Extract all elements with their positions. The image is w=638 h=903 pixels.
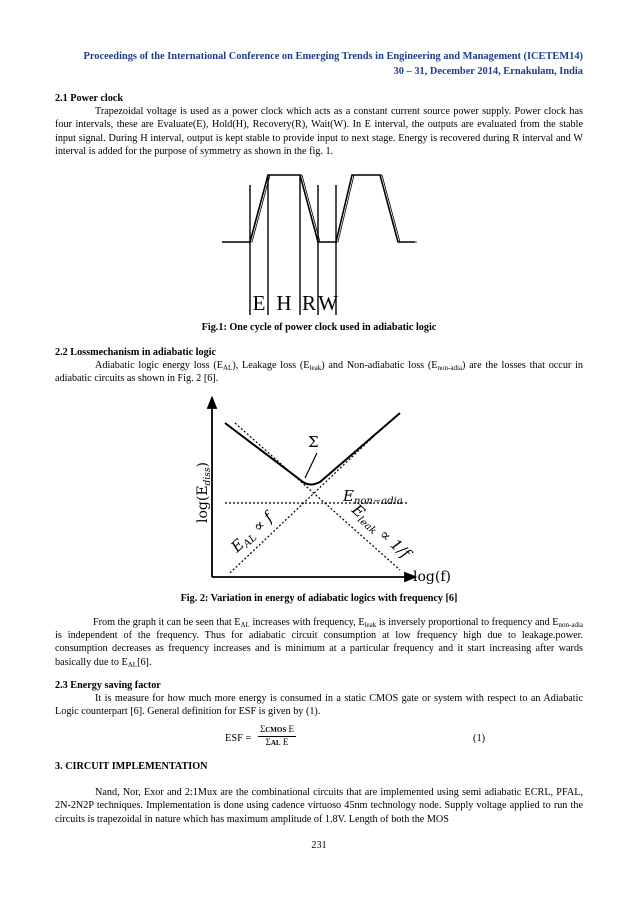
section-2-1 [55,92,583,158]
y-axis-label: $\log(E_{diss})$ [195,462,213,523]
nonadia-label: $E_{non-adia}$ [343,487,403,507]
page-number: 231 [311,840,327,851]
esf-equation-lhs: ESF = [225,733,252,744]
figure-2-caption: Fig. 2: Variation in energy of adiabatic logics with frequency [6] [180,593,458,604]
section-paragraph: Adiabatic logic energy loss $(E_{AL})$, Leakage loss $(E_{leak})$ and Non-adiabatic loss $(E_{non-adia})$ are the losses that occur in adiabatic circuits as shown in Fig. 2 [6]. [55,360,583,385]
energy-frequency-graph [175,395,460,585]
interval-label-w: W [318,291,338,315]
section-heading: 3. CIRCUIT IMPLEMENTATION [55,761,208,772]
graph-discussion-paragraph: From the graph it can be seen that $E_{AL}$ increases with frequency, $E_{leak}$ is inversely proportional to frequency and $E_{non-adia}$ is independent of the frequency. Thus for adiabatic circuit consumption at low frequency high due to leakage.power. consumption decreases as frequency increases and is minimum at a particular frequency and it start increasing after wards basically due to $E_{AL}[6]$. [55,617,583,669]
interval-label-e: E [252,291,266,315]
leak-label: $E_{leak} \propto 1/f$ [348,500,414,563]
esf-equation-fraction: ΣCMOS E ΣAL E [260,724,294,747]
section-heading: 2.2 Lossmechanism in adiabatic logic [55,347,217,358]
sigma-label: Σ [308,433,319,451]
section-heading: 2.3 Energy saving factor [55,680,161,691]
section-paragraph: Trapezoidal voltage is used as a power clock which acts as a constant current source power supply. Power clock has four intervals, these are Evaluate(E), Hold(H), Recovery(R), Wait(W). In E interval, the outputs are evaluated from the stable input signal. During H interval, output is kept stable to provide input to next stage. Energy is recovered during R interval and W interval is added for the purpose of symmetry as shown in the fig. 1. [55,106,583,157]
section-heading: 2.1 Power clock [55,93,123,104]
interval-label-r: R [301,291,317,315]
x-axis-label: log(f) [413,569,451,585]
header-line-1: Proceedings of the International Conference on Emerging Trends in Engineering and Management (ICETEM14) [83,51,583,62]
section-paragraph: Nand, Nor, Exor and 2:1Mux are the combinational circuits that are implemented using semi adiabatic ECRL, PFAL, 2N-2N2P techniques. Implementation is done using cadence virtuoso 45nm technology node. Supply voltage applied to run the circuits is trapezoidal in nature which has maximum amplitude of 1.8V. Length of both the MOS [55,787,583,825]
power-clock-figure [200,165,440,315]
proceedings-header [83,50,583,79]
section-2-3 [55,679,583,719]
section-2-2 [55,346,583,386]
y-axis-arrow [208,398,216,408]
interval-label-h: H [276,291,292,315]
section-paragraph: It is measure for how much more energy is consumed in a static CMOS gate or system with respect to an Adiabatic Logic counterpart [6]. General definition for ESF is given by (1). [55,693,583,718]
figure-1-caption: Fig.1: One cycle of power clock used in adiabatic logic [201,322,437,333]
equation-number: (1) [473,733,486,744]
al-label: $E_{AL} \propto f$ [227,508,277,556]
section-3 [55,760,583,826]
header-line-2: 30 – 31, December 2014, Ernakulam, India [393,65,583,77]
